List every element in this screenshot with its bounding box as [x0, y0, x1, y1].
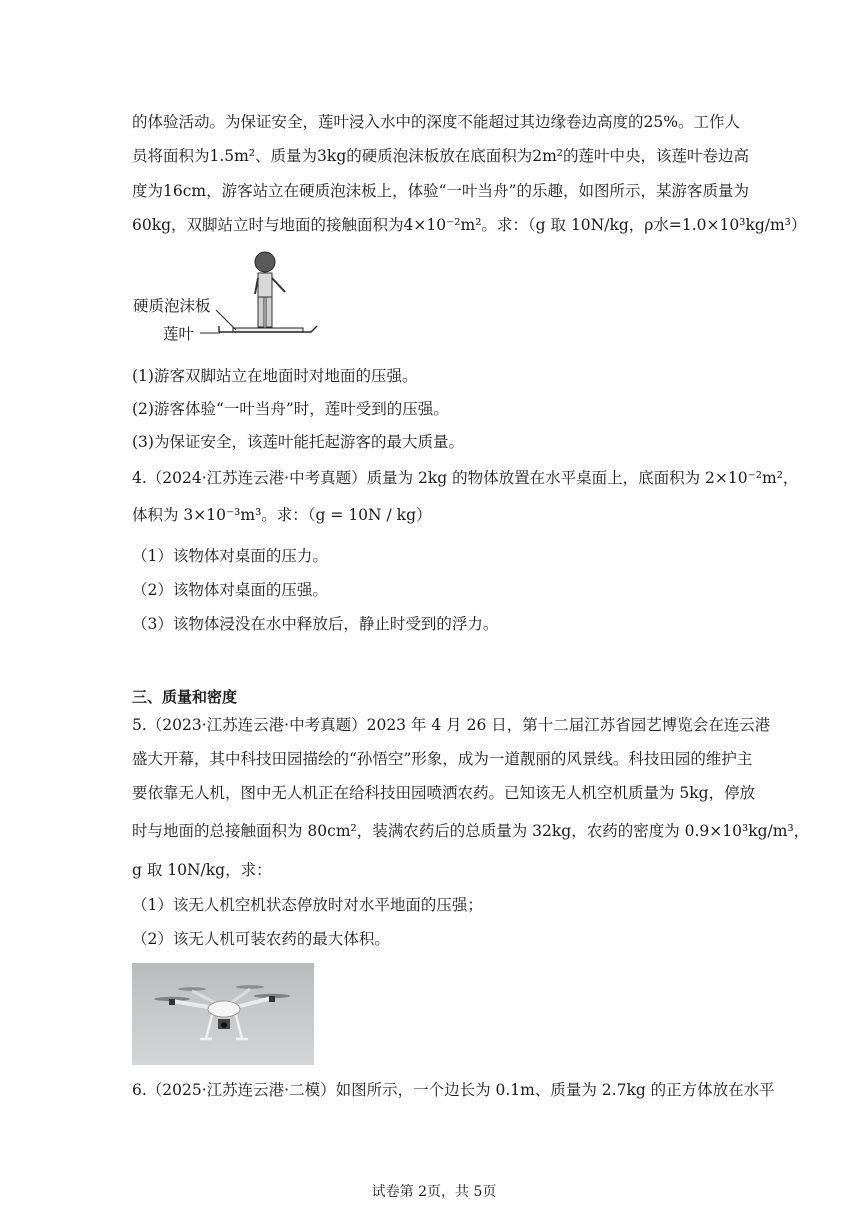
q4-line-2: 体积为 3×10⁻³m³。求：（g = 10N / kg） — [132, 506, 432, 524]
drone-photo — [132, 963, 314, 1065]
q5-line-2: 盛大开幕，其中科技田园描绘的“孙悟空”形象，成为一道靓丽的风景线。科技田园的维护主 — [132, 750, 753, 768]
q4-part-3: （3）该物体浸没在水中释放后，静止时受到的浮力。 — [132, 615, 499, 633]
q5-part-2: （2）该无人机可装农药的最大体积。 — [132, 930, 390, 948]
label-lotus-leaf: 莲叶 — [163, 325, 195, 343]
q3-line-3: 度为16cm，游客站立在硬质泡沫板上，体验“一叶当舟”的乐趣，如图所示，某游客质量为 — [132, 182, 749, 200]
q5-line-3: 要依靠无人机，图中无人机正在给科技田园喷洒农药。已知该无人机空机质量为 5kg，停放 — [132, 784, 756, 802]
q4-part-1: （1）该物体对桌面的压力。 — [132, 547, 328, 565]
q4-part-2: （2）该物体对桌面的压强。 — [132, 581, 328, 599]
q3-line-4: 60kg，双脚站立时与地面的接触面积为4×10⁻²m²。求：（g 取 10N/kg，ρ水=1.0×10³kg/m³） — [132, 216, 807, 234]
q3-line-1: 的体验活动。为保证安全，莲叶浸入水中的深度不能超过其边缘卷边高度的25%。工作人 — [132, 113, 740, 131]
q3-part-3: (3)为保证安全，该莲叶能托起游客的最大质量。 — [132, 433, 464, 451]
q3-part-2: (2)游客体验“一叶当舟”时，莲叶受到的压强。 — [132, 400, 449, 418]
q5-part-1: （1）该无人机空机状态停放时对水平地面的压强； — [132, 896, 483, 914]
page-footer: 试卷第 2页，共 5页 — [371, 1184, 497, 1200]
label-foam-board: 硬质泡沫板 — [133, 297, 211, 315]
q5-line-5: g 取 10N/kg，求： — [132, 861, 272, 879]
q4-line-1: 4.（2024·江苏连云港·中考真题）质量为 2kg 的物体放置在水平桌面上，底面积为 2×10⁻²m²， — [132, 469, 799, 487]
q3-line-2: 员将面积为1.5m²、质量为3kg的硬质泡沫板放在底面积为2m²的莲叶中央，该莲叶卷边高 — [132, 147, 750, 165]
q5-line-1: 5.（2023·江苏连云港·中考真题）2023 年 4 月 26 日，第十二届江苏省园艺博览会在连云港 — [132, 716, 771, 734]
section-title: 三、质量和密度 — [132, 688, 238, 706]
q5-line-4: 时与地面的总接触面积为 80cm²，装满农药后的总质量为 32kg，农药的密度为 0.9×10³kg/m³， — [132, 822, 810, 840]
q6-line-1: 6.（2025·江苏连云港·二模）如图所示，一个边长为 0.1m、质量为 2.7kg 的正方体放在水平 — [132, 1081, 775, 1099]
q3-part-1: (1)游客双脚站立在地面时对地面的压强。 — [132, 367, 418, 385]
